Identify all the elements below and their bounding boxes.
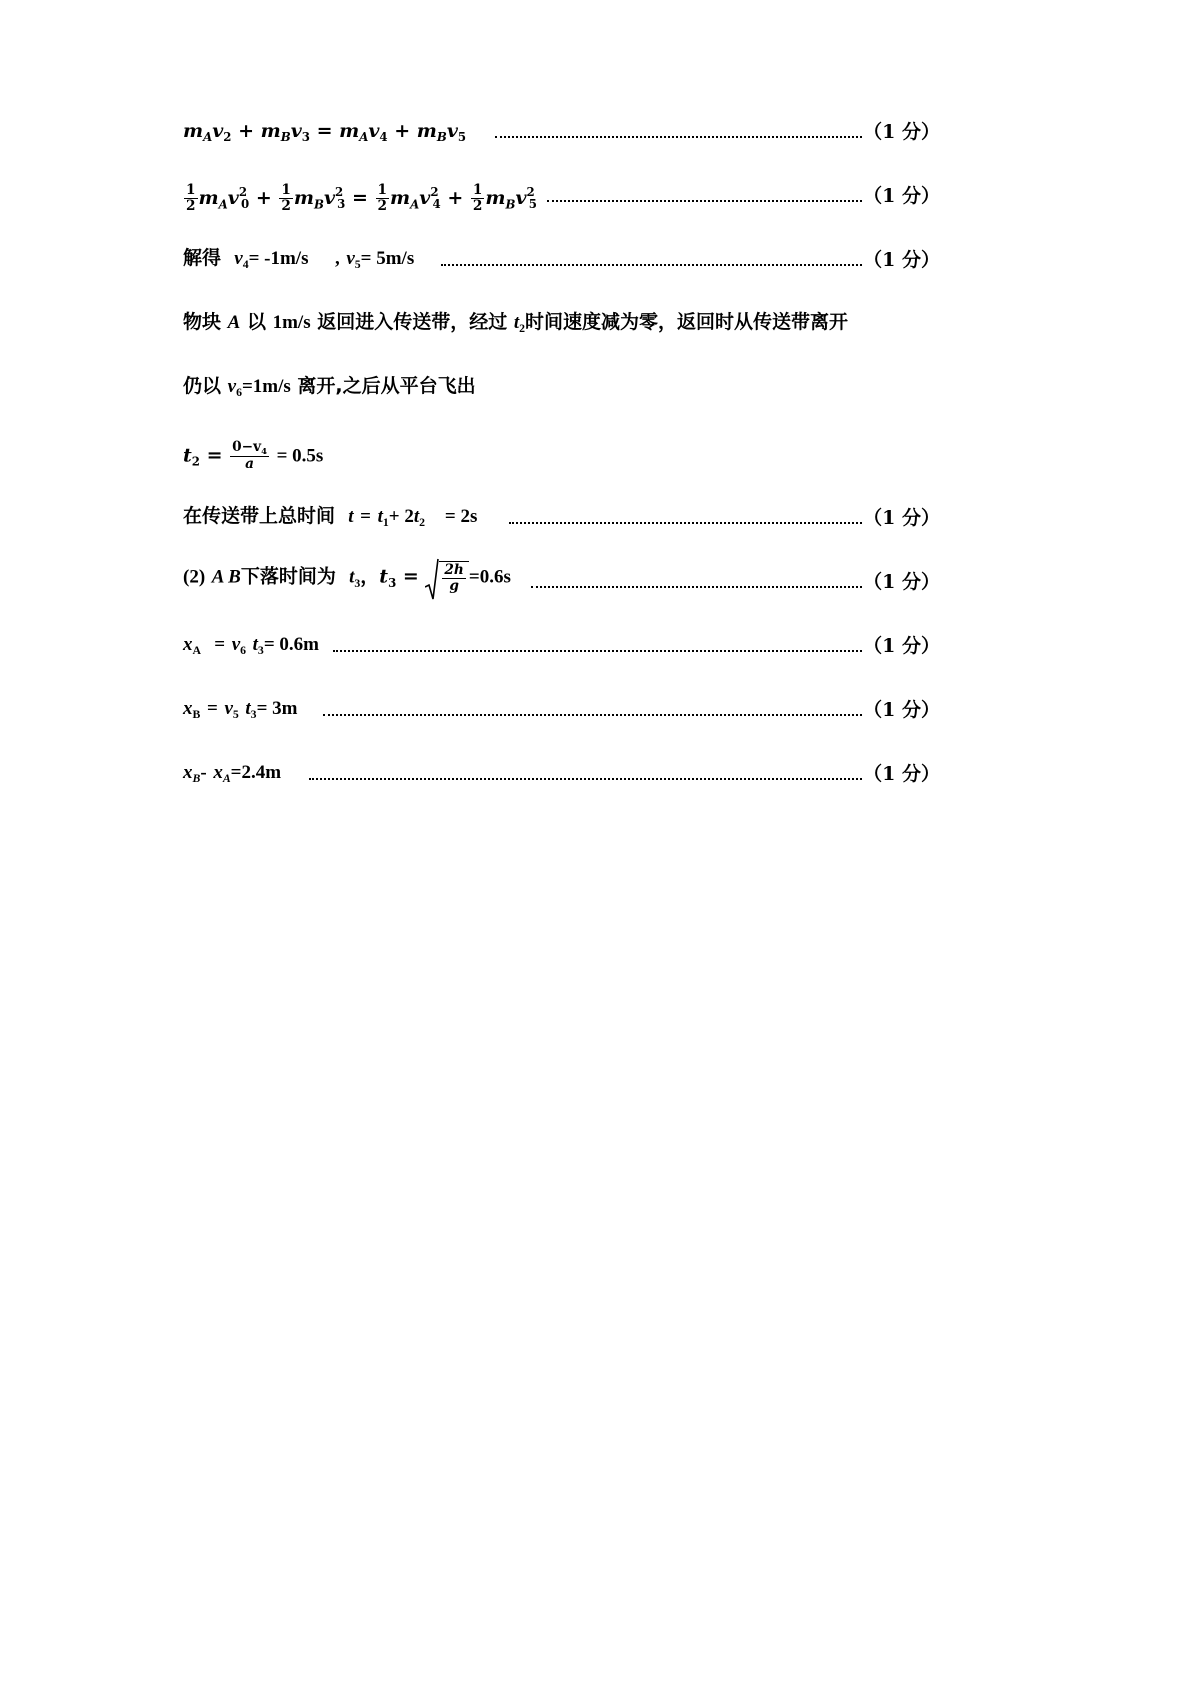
- score-label: （1 分）: [863, 635, 940, 657]
- dot-leader: [323, 714, 862, 716]
- dot-leader: [547, 200, 862, 202]
- score-label: （1 分）: [863, 249, 940, 271]
- dot-leader: [333, 650, 862, 652]
- xa-formula: $x_A = v_6$ $t_3= 0.6m$: [183, 633, 319, 657]
- radical-sign: [425, 557, 439, 601]
- score-label: （1 分）: [863, 699, 940, 721]
- energy-equation: $\frac{1}{2}$ $m_Av^2_0$ + $\frac{1}{2}$ $m_Bv^2_3$ = $\frac{1}{2}$ $m_Av^2_4$ + $\frac{1}{2}$ $m_Bv^2_5$: [186, 181, 537, 215]
- score-label: （1 分）: [863, 507, 940, 529]
- dot-leader: [309, 778, 862, 780]
- momentum-equation: $m_Av_2 + m_Bv_3 = m_Av_4 + m_Bv_5$: [183, 119, 467, 144]
- t2-formula: $t_2$ = $\frac{0-v_4}{a}$ = 0.5s: [183, 438, 324, 473]
- score-label: （1 分）: [863, 763, 940, 785]
- dot-leader: [531, 586, 862, 588]
- score-label: （1 分）: [863, 185, 940, 207]
- total-time-text: 在传送带上总时间 $t = t_1+ 2t_2$ = 2s: [183, 504, 478, 529]
- fall-time-text: (2) A B下落时间为 $t_3$，$t_3$ = $\frac{2h}{g}$ =0.6s: [183, 561, 511, 594]
- dot-leader: [509, 522, 862, 524]
- score-label: （1 分）: [863, 121, 940, 143]
- xb-formula: $x_B = v_5$ $t_3= 3m$: [183, 697, 298, 721]
- dot-leader: [441, 264, 862, 266]
- score-label: （1 分）: [863, 571, 940, 593]
- solution-text: 解得 $v_4= -1m/s$ , $v_5= 5m/s$: [183, 246, 415, 271]
- sqrt-expression: $\frac{2h}{g}$: [425, 561, 468, 594]
- dot-leader: [495, 136, 862, 138]
- difference-formula: $x_B-$ $x_A=2.4m$: [183, 761, 282, 785]
